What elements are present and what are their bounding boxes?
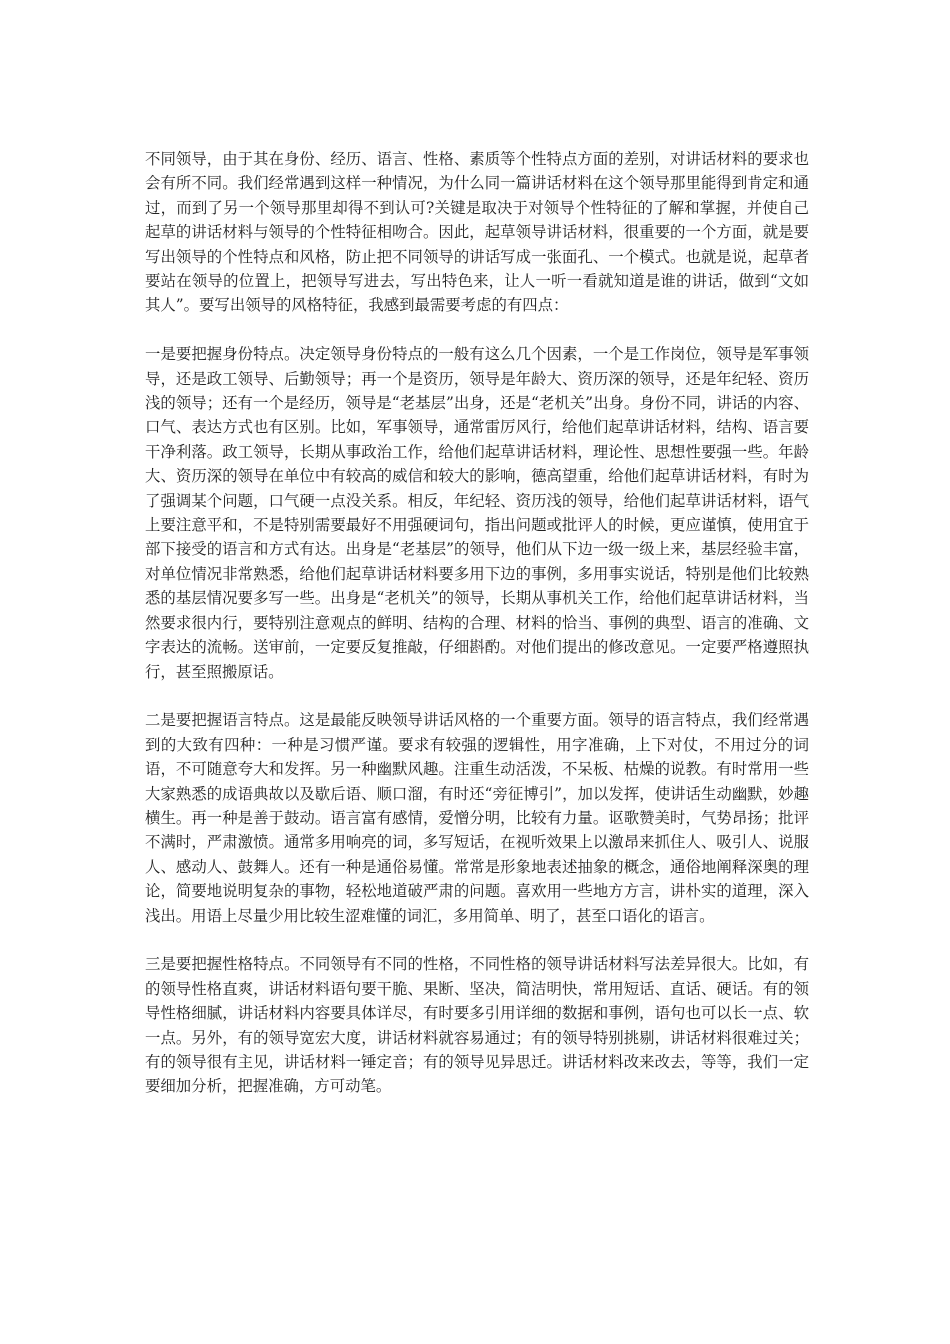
paragraph-personality: 三是要把握性格特点。不同领导有不同的性格，不同性格的领导讲话材料写法差异很大。比如，有的领导性格直爽，讲话材料语句要干脆、果断、坚决，简洁明快，常用短话、直话、硬话。有的领导性格细腻，讲话材料内容要具体详尽，有时要多引用详细的数据和事例，语句也可以长一点、软一点。另外，有的领导宽宏大度，讲话材料就容易通过；有的领导特别挑剔，讲话材料很难过关；有的领导很有主见，讲话材料一锤定音；有的领导见异思迁。讲话材料改来改去，等等，我们一定要细加分析，把握准确，方可动笔。 <box>145 955 809 1096</box>
paragraph-intro: 不同领导，由于其在身份、经历、语言、性格、素质等个性特点方面的差别，对讲话材料的要求也会有所不同。我们经常遇到这样一种情况，为什么同一篇讲话材料在这个领导那里能得到肯定和通过，而到了另一个领导那里却得不到认可?关键是取决于对领导个性特征的了解和掌握，并使自己起草的讲话材料与领导的个性特征相吻合。因此，起草领导讲话材料，很重要的一个方面，就是要写出领导的个性特点和风格，防止把不同领导的讲话写成一张面孔、一个模式。也就是说，起草者要站在领导的位置上，把领导写进去，写出特色来，让人一听一看就知道是谁的讲话，做到“文如其人”。要写出领导的风格特征，我感到最需要考虑的有四点： <box>145 150 809 315</box>
paragraph-identity: 一是要把握身份特点。决定领导身份特点的一般有这么几个因素，一个是工作岗位，领导是军事领导，还是政工领导、后勤领导；再一个是资历，领导是年龄大、资历深的领导，还是年纪轻、资历浅的领导；还有一个是经历，领导是“老基层”出身，还是“老机关”出身。身份不同，讲话的内容、口气、表达方式也有区别。比如，军事领导，通常雷厉风行，给他们起草讲话材料，结构、语言要干净利落。政工领导，长期从事政治工作，给他们起草讲话材料，理论性、思想性要强一些。年龄大、资历深的领导在单位中有较高的威信和较大的影响，德高望重，给他们起草讲话材料，有时为了强调某个问题，口气硬一点没关系。相反，年纪轻、资历浅的领导，给他们起草讲话材料，语气上要注意平和，不是特别需要最好不用强硬词句，指出问题或批评人的时候，更应谨慎，使用宜于部下接受的语言和方式有达。出身是“老基层”的领导，他们从下边一级一级上来，基层经验丰富，对单位情况非常熟悉，给他们起草讲话材料要多用下边的事例，多用事实说话，特别是他们比较熟悉的基层情况要多写一些。出身是“老机关”的领导，长期从事机关工作，给他们起草讲话材料，当然要求很内行，要特别注意观点的鲜明、结构的合理、材料的恰当、事例的典型、语言的准确、文字表达的流畅。送审前，一定要反复推敲，仔细斟酌。对他们提出的修改意见。一定要严格遵照执行，甚至照搬原话。 <box>145 345 809 681</box>
paragraph-language: 二是要把握语言特点。这是最能反映领导讲话风格的一个重要方面。领导的语言特点，我们经常遇到的大致有四种：一种是习惯严谨。要求有较强的逻辑性，用字准确，上下对仗，不用过分的词语，不可随意夸大和发挥。另一种幽默风趣。注重生动活泼，不呆板、枯燥的说教。有时常用一些大家熟悉的成语典故以及歇后语、顺口溜，有时还“旁征博引”，加以发挥，使讲话生动幽默，妙趣横生。再一种是善于鼓动。语言富有感情，爱憎分明，比较有力量。讴歌赞美时，气势昂扬；批评不满时，严肃激愤。通常多用响亮的词，多写短话，在视听效果上以激昂来抓住人、吸引人、说服人、感动人、鼓舞人。还有一种是通俗易懂。常常是形象地表述抽象的概念，通俗地阐释深奥的理论，简要地说明复杂的事物，轻松地道破严肃的问题。喜欢用一些地方方言，讲朴实的道理，深入浅出。用语上尽量少用比较生涩难懂的词汇，多用简单、明了，甚至口语化的语言。 <box>145 711 809 925</box>
document-body <box>145 147 809 1123</box>
